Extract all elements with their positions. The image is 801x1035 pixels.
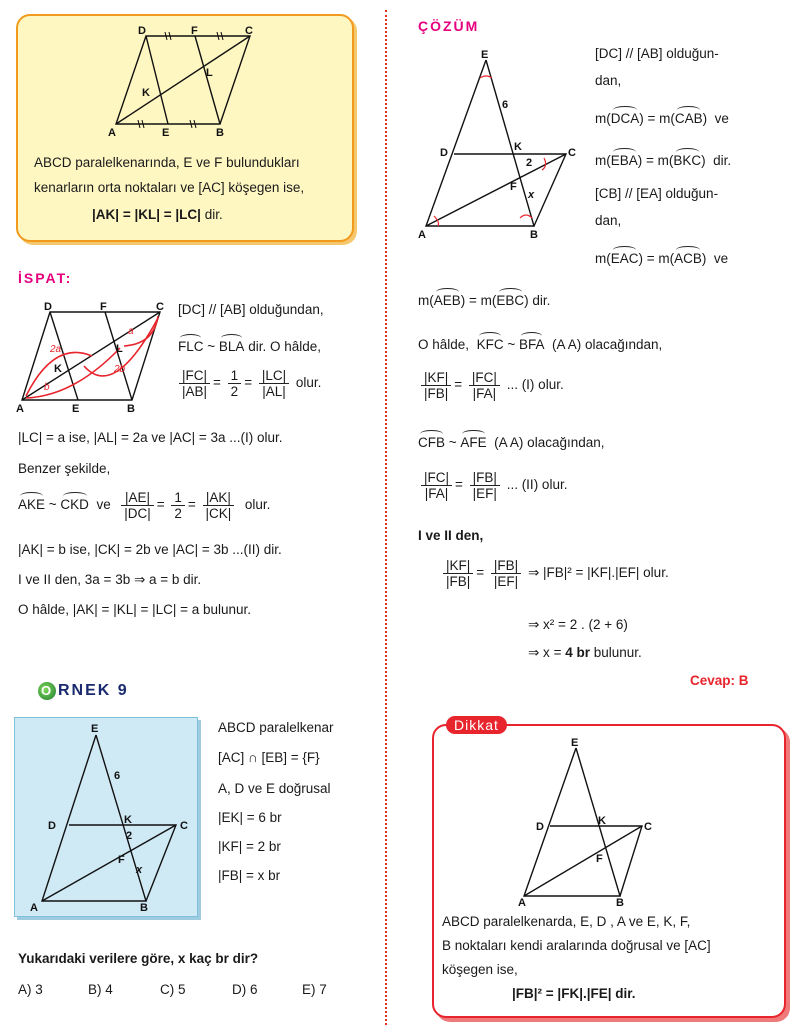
sol-r5: [CB] // [EA] olduğun-	[595, 186, 719, 201]
sol-r3: m(DCA) = m(CAB) ve	[595, 106, 729, 126]
result-tail: dir.	[204, 207, 223, 222]
sol-r14: $\frac{|KF|}{|FB|}$ = $\frac{|FB|}{|EF|}$ ⇒ |FB|² = |KF|.|EF| olur.	[440, 558, 669, 589]
sol-label-A: A	[418, 229, 426, 240]
sol-r16: ⇒ x = 4 br bulunur.	[528, 645, 642, 660]
sol-label-B: B	[530, 229, 538, 240]
choice-d[interactable]: D) 6	[232, 982, 258, 997]
ex-label-D: D	[48, 820, 56, 832]
ex-label-B: B	[140, 902, 148, 914]
dk-label-K: K	[598, 815, 606, 827]
sol-r8: m(AEB) = m(EBC) dir.	[418, 288, 550, 308]
given-3: A, D ve E doğrusal	[218, 781, 331, 796]
choice-e[interactable]: E) 7	[302, 982, 327, 997]
dk-label-F: F	[596, 853, 603, 865]
ispat-label-D: D	[44, 301, 52, 313]
solution-heading: ÇÖZÜM	[418, 18, 480, 34]
example-heading: O RNEK 9	[38, 682, 129, 700]
sol-label-2: 2	[526, 157, 533, 169]
sol-r7: m(EAC) = m(ACB) ve	[595, 246, 728, 266]
solution-figure	[414, 48, 589, 240]
sol-r15: ⇒ x² = 2 . (2 + 6)	[528, 617, 628, 632]
example-o-icon: O	[38, 682, 56, 700]
ex-label-F: F	[118, 854, 125, 866]
ex-label-K: K	[124, 814, 132, 826]
given-1: ABCD paralelkenar	[218, 720, 334, 735]
ispat-label-K: K	[54, 363, 62, 375]
column-divider	[385, 10, 387, 1025]
ispat-line-4: |LC| = a ise, |AL| = 2a ve |AC| = 3a ...(I) olur.	[18, 430, 283, 445]
dikkat-tag: Dikkat	[446, 716, 507, 734]
sol-label-F: F	[510, 181, 517, 193]
example-figure	[14, 717, 196, 915]
answer-label: Cevap: B	[690, 673, 749, 688]
ex-label-2: 2	[126, 830, 133, 842]
ispat-label-B: B	[127, 403, 135, 415]
dikkat-text-4: |FB|² = |FK|.|FE| dir.	[512, 986, 636, 1001]
choice-b[interactable]: B) 4	[88, 982, 113, 997]
ex-label-A: A	[30, 902, 38, 914]
sol-r9: O hâlde, KFC ~ BFA (A A) olacağından,	[418, 332, 662, 352]
result-lc: |LC|	[175, 207, 201, 222]
label-K: K	[142, 87, 150, 99]
ispat-label-L: L	[116, 343, 123, 355]
dikkat-text-2: B noktaları kendi aralarında doğrusal ve [AC]	[442, 938, 711, 953]
label-C: C	[245, 25, 253, 37]
label-D: D	[138, 25, 146, 37]
ispat-label-2a: 2a	[50, 344, 62, 355]
label-F: F	[191, 25, 198, 37]
given-2: [AC] ∩ [EB] = {F}	[218, 750, 320, 765]
dikkat-figure	[510, 736, 670, 908]
sol-label-x: x	[528, 189, 535, 201]
given-5: |KF| = 2 br	[218, 839, 281, 854]
dikkat-text-3: köşegen ise,	[442, 962, 518, 977]
ispat-line-6: AKE ~ CKD ve $\frac{|AE|}{|DC|}$ = $\frac{1}{2}$ = $\frac{|AK|}{|CK|}$ olur.	[18, 490, 271, 521]
dk-label-A: A	[518, 897, 526, 908]
dk-label-C: C	[644, 821, 652, 833]
ispat-label-b: b	[44, 382, 50, 393]
ispat-line-8: I ve II den, 3a = 3b ⇒ a = b dir.	[18, 572, 202, 587]
choice-a[interactable]: A) 3	[18, 982, 43, 997]
result-ak: |AK|	[92, 207, 120, 222]
theorem-text-2: kenarların orta noktaları ve [AC] köşegen ise,	[34, 180, 305, 195]
ispat-label-C: C	[156, 301, 164, 313]
sol-label-D: D	[440, 147, 448, 159]
ispat-line-2: FLC ~ BLA dir. O hâlde,	[178, 334, 321, 354]
ex-label-x: x	[136, 864, 143, 876]
sol-r12: $\frac{|FC|}{|FA|}$ = $\frac{|FB|}{|EF|}$ ... (II) olur.	[418, 470, 567, 501]
sol-r6: dan,	[595, 213, 622, 228]
label-L: L	[206, 67, 213, 79]
sol-label-6: 6	[502, 99, 509, 111]
label-E: E	[162, 127, 170, 139]
sol-label-C: C	[568, 147, 576, 159]
label-B: B	[216, 127, 224, 139]
ex-label-E: E	[91, 723, 99, 735]
choice-c[interactable]: C) 5	[160, 982, 186, 997]
label-A: A	[108, 127, 116, 139]
theorem-text-1: ABCD paralelkenarında, E ve F bulundukları	[34, 155, 300, 170]
sol-r11: CFB ~ AFE (A A) olacağından,	[418, 430, 605, 450]
dk-label-B: B	[616, 897, 624, 908]
ispat-label-E: E	[72, 403, 80, 415]
sol-r1: [DC] // [AB] olduğun-	[595, 46, 719, 61]
ispat-line-5: Benzer şekilde,	[18, 461, 111, 476]
sol-label-E: E	[481, 49, 489, 61]
result-kl: |KL|	[134, 207, 161, 222]
ispat-line-7: |AK| = b ise, |CK| = 2b ve |AC| = 3b ...(II) dir.	[18, 542, 282, 557]
ex-label-6: 6	[114, 770, 121, 782]
ispat-label-a: a	[128, 326, 134, 337]
dk-label-D: D	[536, 821, 544, 833]
given-4: |EK| = 6 br	[218, 810, 282, 825]
given-6: |FB| = x br	[218, 868, 281, 883]
theorem-parallelogram-figure	[100, 24, 270, 142]
ispat-label-F: F	[100, 301, 107, 313]
sol-r13: I ve II den,	[418, 528, 484, 543]
dk-label-E: E	[571, 737, 579, 749]
ispat-figure	[14, 300, 174, 418]
ex-label-C: C	[180, 820, 188, 832]
ispat-line-9: O hâlde, |AK| = |KL| = |LC| = a bulunur.	[18, 602, 252, 617]
question: Yukarıdaki verilere göre, x kaç br dir?	[18, 951, 259, 966]
ispat-heading: İSPAT:	[18, 270, 73, 286]
ispat-label-A: A	[16, 403, 24, 415]
ispat-label-2b: 2b	[114, 364, 126, 375]
dikkat-text-1: ABCD paralelkenarda, E, D , A ve E, K, F,	[442, 914, 691, 929]
theorem-result: |AK| = |KL| = |LC| dir.	[92, 207, 223, 222]
sol-r10: $\frac{|KF|}{|FB|}$ = $\frac{|FC|}{|FA|}$ ... (I) olur.	[418, 370, 564, 401]
sol-r2: dan,	[595, 73, 622, 88]
sol-label-K: K	[514, 141, 522, 153]
ispat-line-3: $\frac{|FC|}{|AB|}$ = $\frac{1}{2}$ = $\frac{|LC|}{|AL|}$ olur.	[176, 368, 321, 399]
ispat-line-1: [DC] // [AB] olduğundan,	[178, 302, 324, 317]
sol-r4: m(EBA) = m(BKC) dir.	[595, 148, 731, 168]
